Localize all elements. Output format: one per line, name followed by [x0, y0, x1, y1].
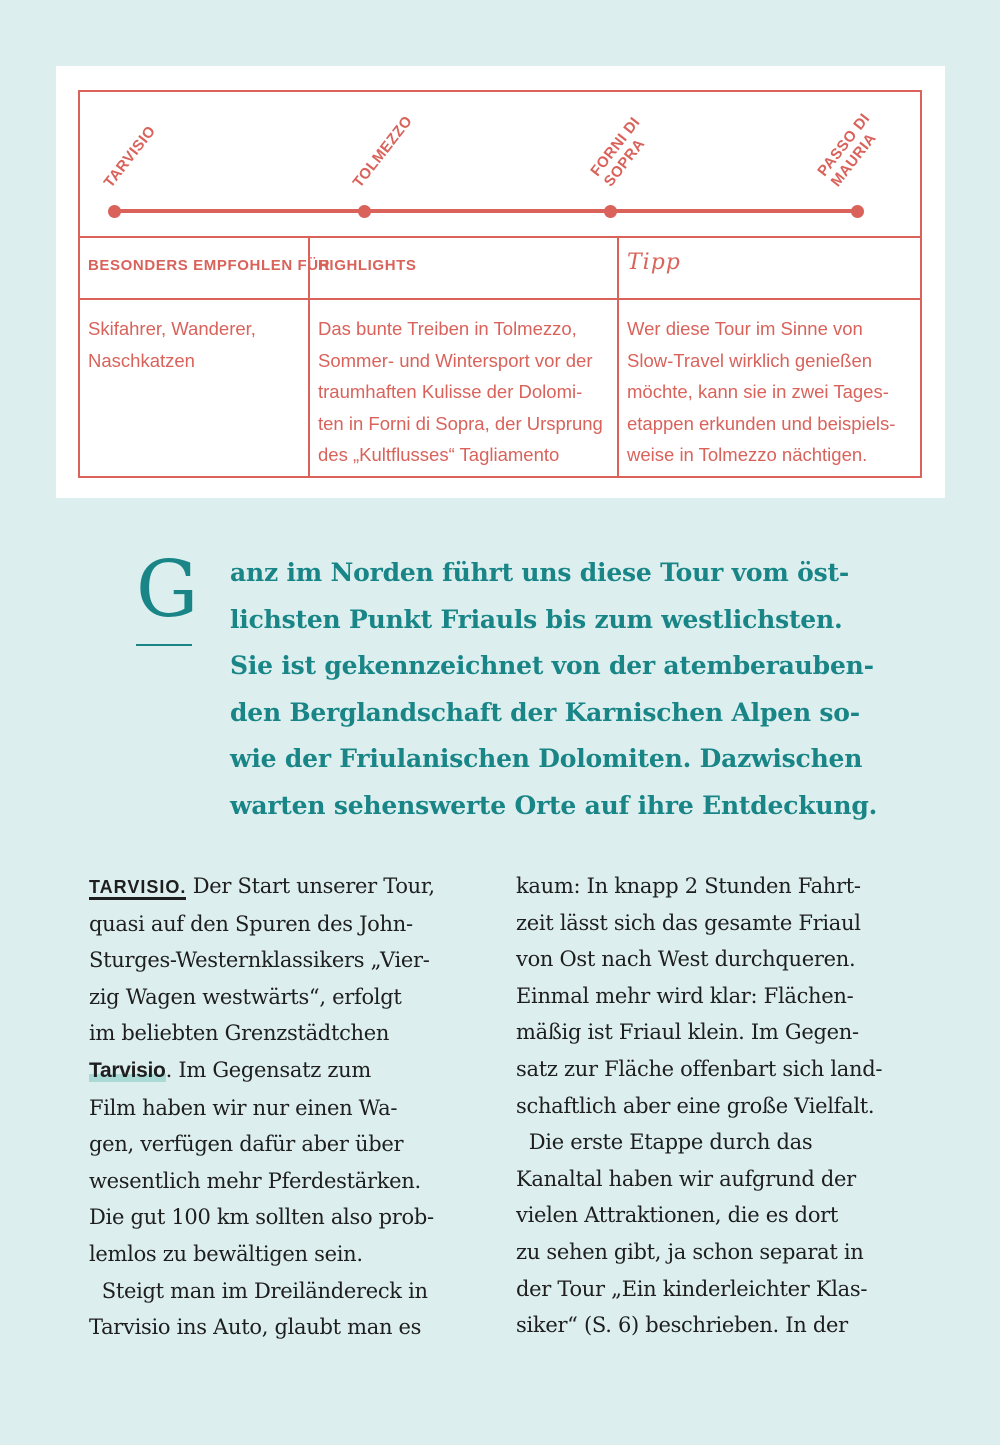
body-text: Steigt man im Dreiländereck in Tarvisio ins Auto, glaubt man es	[89, 1278, 428, 1340]
body-text: kaum: In knapp 2 Stunden Fahrt- zeit lässt sich das gesamte Friaul von Ost nach West durchqueren. Einmal mehr wird klar: Flächen- mäßig ist Friaul klein. Im Gegen- satz zur Fläche offenbart sich land- schaftlich aber eine große Vielfalt.	[516, 874, 883, 1118]
info-column-header-row	[619, 238, 922, 300]
route-stop-dot	[604, 205, 617, 218]
body-text: Der Start unserer Tour, quasi auf den Spuren des John- Sturges-Westernklassikers „Vier- zig Wagen westwärts“, erfolgt im beliebten Grenzstädtchen	[89, 874, 435, 1046]
info-column-header: HIGHLIGHTS	[318, 257, 417, 274]
route-stop-dot	[851, 205, 864, 218]
info-column-header-row	[310, 238, 619, 300]
info-column-highlights	[308, 238, 619, 478]
info-column-header-row	[80, 238, 331, 300]
route-stop-dot	[108, 205, 121, 218]
body-column-right	[516, 868, 916, 1344]
route-diagram	[80, 92, 920, 236]
tour-info-frame	[78, 90, 922, 478]
route-stop-label: PASSO DI MAURIA	[814, 110, 880, 190]
info-table	[80, 236, 920, 478]
info-column-text: Das bunte Treiben in Tolmezzo, Sommer- und Wintersport vor der traumhaften Kulisse der Dolomi- ten in Forni di Sopra, der Ursprung des „Kultflusses“ Tagliamento	[318, 318, 603, 465]
tour-info-card	[56, 66, 945, 498]
body-text: . Im Gegensatz zum Film haben wir nur einen Wa- gen, verfügen dafür aber über wesentlich mehr Pferdestärken. Die gut 100 km sollten also prob- lemlos zu bewältigen sein.	[89, 1057, 434, 1266]
body-column-left	[89, 868, 489, 1346]
lead-text: anz im Norden führt uns diese Tour vom öst- lichsten Punkt Friauls bis zum westlichsten. Sie ist gekennzeichnet von der atemberauben- den Berglandschaft der Karnischen Alpen so- wie der Friulanischen Dolomiten. Dazwischen warten sehenswerte Orte auf ihre Entdeckung.	[230, 558, 878, 820]
body-text: Die erste Etappe durch das Kanaltal haben wir aufgrund der vielen Attraktionen, die es dort zu sehen gibt, ja schon separat in der Tour „Ein kinderleichter Klas- siker“ (S. 6) beschrieben. In der	[516, 1130, 868, 1338]
info-column-tip	[617, 238, 922, 478]
info-column-text: Wer diese Tour im Sinne von Slow-Travel wirklich genießen möchte, kann sie in zwei Tages- etappen erkunden und beispiels- weise in Tolmezzo nächtigen.	[627, 318, 896, 465]
route-stop-label: FORNI DI SOPRA	[587, 114, 649, 190]
section-kicker: TARVISIO.	[89, 877, 186, 900]
drop-cap-rule	[136, 644, 192, 646]
info-column-recommended	[80, 238, 331, 478]
route-stop-dot	[358, 205, 371, 218]
route-stop-label: TARVISIO	[100, 122, 160, 191]
drop-cap: G	[136, 545, 199, 635]
info-column-header: BESONDERS EMPFOHLEN FÜR	[88, 257, 331, 274]
route-line	[114, 209, 860, 213]
info-column-text: Skifahrer, Wanderer, Naschkatzen	[88, 318, 256, 371]
info-column-header: Tipp	[627, 250, 681, 275]
highlighted-place: Tarvisio	[89, 1058, 166, 1082]
route-stop-label: TOLMEZZO	[349, 112, 417, 191]
lead-paragraph	[132, 540, 912, 830]
